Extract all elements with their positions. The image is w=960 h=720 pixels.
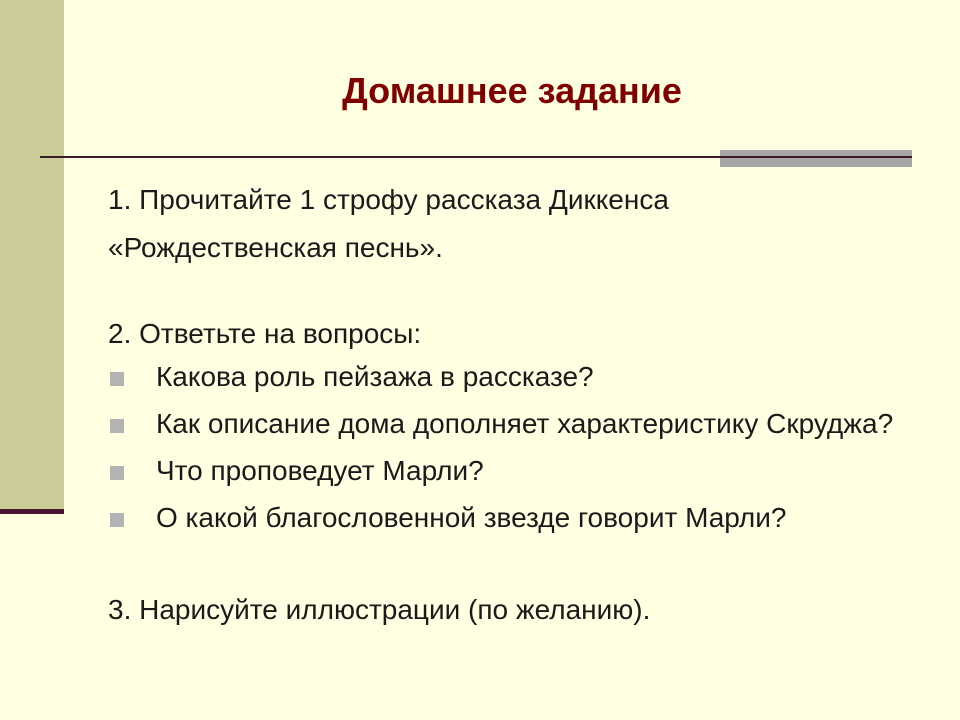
question-text: О какой благословенной звезде говорит Марли? bbox=[156, 502, 787, 533]
divider-accent bbox=[720, 150, 912, 167]
question-bullet bbox=[108, 358, 908, 396]
question-text: Как описание дома дополняет характеристику Скруджа? bbox=[156, 408, 894, 439]
question-text: Что проповедует Марли? bbox=[156, 455, 484, 486]
square-bullet-icon bbox=[110, 513, 124, 527]
item-3: 3. Нарисуйте иллюстрации (по желанию). bbox=[108, 594, 651, 625]
slide-title: Домашнее задание bbox=[342, 70, 682, 111]
item-2-heading: 2. Ответьте на вопросы: bbox=[108, 318, 422, 349]
sidebar-decoration bbox=[0, 0, 64, 512]
item-1-line-1: 1. Прочитайте 1 строфу рассказа Диккенса bbox=[108, 184, 669, 215]
item-1-line-2: «Рождественская песнь». bbox=[108, 232, 443, 263]
square-bullet-icon bbox=[110, 419, 124, 433]
question-bullet bbox=[108, 452, 908, 490]
slide-body bbox=[108, 176, 908, 634]
square-bullet-icon bbox=[110, 372, 124, 386]
question-bullet bbox=[108, 499, 908, 537]
sidebar-accent-line bbox=[0, 509, 64, 514]
question-text: Какова роль пейзажа в рассказе? bbox=[156, 361, 594, 392]
question-bullet bbox=[108, 405, 908, 443]
square-bullet-icon bbox=[110, 466, 124, 480]
